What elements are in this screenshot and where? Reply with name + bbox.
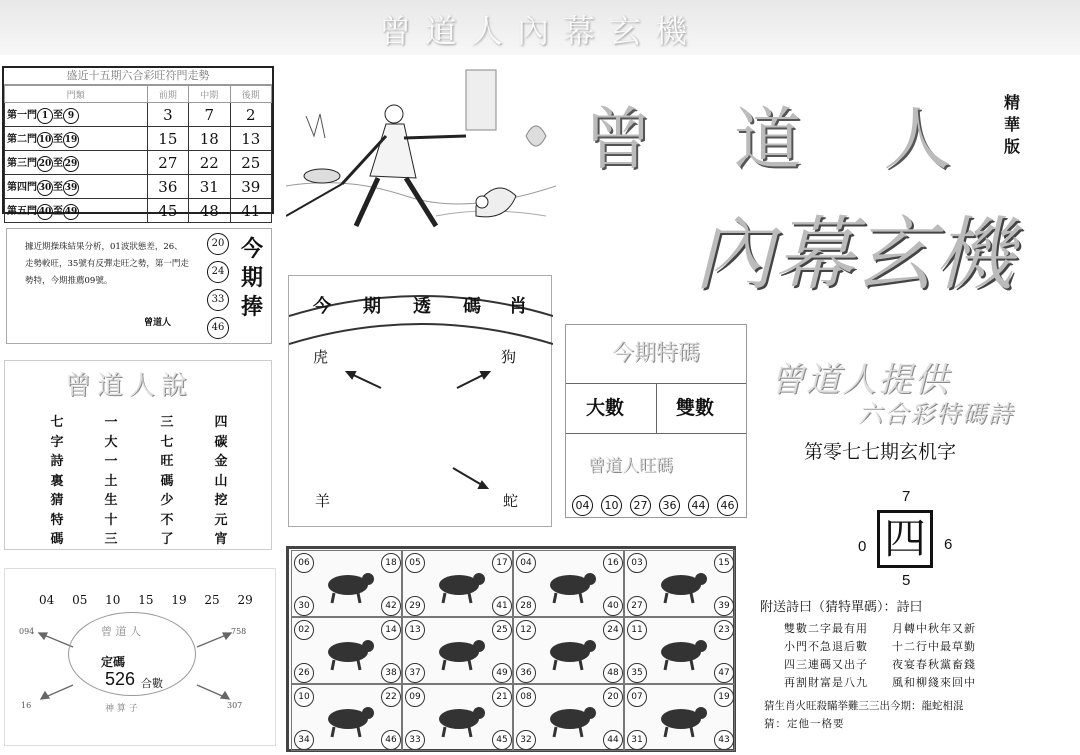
header-banner (0, 0, 1080, 55)
issue-digit-top: 7 (902, 488, 911, 505)
compass-header-char: 透 (413, 296, 431, 317)
poem-column: 三七旺碼少不了 (160, 415, 174, 547)
value-cell: 13 (230, 127, 271, 151)
monkey-icon (320, 697, 376, 739)
zodiac-number: 26 (294, 663, 314, 683)
zodiac-cell (402, 617, 513, 684)
table-row (5, 199, 272, 223)
zodiac-number: 13 (405, 620, 425, 640)
poem-column: 四碳金山挖元宵 (214, 415, 228, 547)
zodiac-number: 14 (381, 620, 401, 640)
col-header: 後期 (230, 86, 271, 103)
zodiac-number: 41 (492, 596, 512, 616)
ox-icon (431, 563, 487, 605)
special-option-big: 大數 (586, 397, 625, 419)
zodiac-number: 36 (516, 663, 536, 683)
poem-line: 四三連碼又出子 夜宴春秋黨畜錢 (784, 658, 976, 671)
issue-center-char: 四 (877, 510, 933, 568)
value-cell: 25 (230, 151, 271, 175)
saying-panel (4, 360, 272, 550)
issue-digit-left: 0 (858, 538, 867, 555)
goat-icon (653, 630, 709, 672)
snake-icon (431, 630, 487, 672)
provide-line2: 六合彩特碼詩 (858, 400, 1014, 428)
dog-icon (542, 697, 598, 739)
zodiac-dog: 狗 (501, 348, 517, 366)
special-header: 今期特碼 (566, 325, 746, 384)
pick-label: 今期捧 (241, 236, 264, 320)
value-cell: 36 (147, 175, 188, 199)
zodiac-number: 23 (714, 620, 734, 640)
zodiac-number: 25 (492, 620, 512, 640)
gate-cell: 第一門 1 至 9 (5, 103, 148, 127)
zodiac-number: 20 (603, 687, 623, 707)
zodiac-number: 02 (294, 620, 314, 640)
fixed-code-value: 526 (105, 669, 136, 689)
zodiac-number: 40 (603, 596, 623, 616)
zodiac-number: 07 (627, 687, 647, 707)
zodiac-cell (402, 550, 513, 617)
gate-trend-table (2, 66, 274, 220)
table-row (5, 151, 272, 175)
zodiac-number: 28 (516, 596, 536, 616)
zodiac-number: 48 (603, 663, 623, 683)
right-top-number: 758 (231, 627, 247, 636)
poem-column: 七字詩裏猜特碼 (50, 415, 64, 547)
value-cell: 45 (147, 199, 188, 223)
horse-icon (542, 630, 598, 672)
zodiac-number: 17 (492, 553, 512, 573)
value-cell: 3 (147, 103, 188, 127)
arc-top-text: 曾 道 人 (101, 625, 141, 638)
table-row (5, 127, 272, 151)
zodiac-cell (291, 550, 402, 617)
zodiac-number: 09 (405, 687, 425, 707)
zodiac-number: 45 (492, 730, 512, 750)
wang-number: 46 (717, 495, 738, 516)
fixed-code-ellipse (68, 612, 196, 696)
poster (564, 66, 1080, 316)
value-cell: 39 (230, 175, 271, 199)
pick-number: 46 (207, 317, 229, 339)
col-header: 前期 (147, 86, 188, 103)
value-cell: 2 (230, 103, 271, 127)
special-wang-label: 曾道人旺碼 (588, 456, 673, 476)
col-header: 中期 (189, 86, 230, 103)
zodiac-snake: 蛇 (503, 492, 519, 510)
fixed-code-suffix: 合數 (141, 677, 163, 690)
zodiac-number: 31 (627, 730, 647, 750)
compass-header-char: 期 (363, 296, 381, 317)
zodiac-number-grid (286, 546, 736, 752)
poster-badge: 精華版 (1004, 93, 1021, 156)
dragon-icon (320, 630, 376, 672)
farmer-illustration (286, 66, 556, 266)
zodiac-number: 35 (627, 663, 647, 683)
pick-number: 24 (207, 261, 229, 283)
table-caption: 盛近十五期六合彩旺符門走勢 (4, 68, 272, 85)
zodiac-number: 34 (294, 730, 314, 750)
issue-title: 第零七七期玄机字 (804, 441, 957, 463)
poem-line: 小門不急退后數 十二行中最草勤 (784, 640, 976, 653)
value-cell: 22 (189, 151, 230, 175)
rat-icon (320, 563, 376, 605)
pick-number: 33 (207, 289, 229, 311)
zodiac-cell (624, 550, 735, 617)
poem-guess2: 猜：定他一格要 (764, 718, 845, 730)
poem-line: 再割財富是八九 風和柳綫來回中 (784, 676, 976, 689)
special-option-even: 雙數 (676, 397, 715, 419)
poem-guess: 猜生肖火旺殺瞞挙難三三出今期：龍蛇相混 (764, 700, 964, 712)
gate-cell: 第四門 30 至 39 (5, 175, 148, 199)
wang-number: 44 (688, 495, 709, 516)
value-cell: 15 (147, 127, 188, 151)
zodiac-number: 12 (516, 620, 536, 640)
zodiac-cell (291, 684, 402, 751)
zodiac-number: 32 (516, 730, 536, 750)
wang-number: 10 (601, 495, 622, 516)
poem-heading: 附送詩曰（猜特單碼）：詩曰 (760, 600, 923, 615)
compass-header-char: 碼 (463, 296, 481, 317)
saying-title: 曾道人說 (65, 371, 194, 401)
table-row (5, 175, 272, 199)
zodiac-number: 27 (627, 596, 647, 616)
zodiac-cell (402, 684, 513, 751)
zodiac-number: 47 (714, 663, 734, 683)
zodiac-cell (513, 617, 624, 684)
zodiac-number: 10 (294, 687, 314, 707)
value-cell: 31 (189, 175, 230, 199)
provide-line1: 曾道人提供 (770, 360, 950, 400)
poem-line: 雙數二字最有用 月轉中秋年又新 (784, 622, 976, 635)
zodiac-number: 38 (381, 663, 401, 683)
zodiac-number: 46 (381, 730, 401, 750)
zodiac-number: 11 (627, 620, 647, 640)
compass-header-char: 肖 (509, 296, 527, 317)
poster-line1: 曾 道 人 (584, 101, 982, 180)
zodiac-number: 37 (405, 663, 425, 683)
pick-number: 20 (207, 233, 229, 255)
zodiac-number: 33 (405, 730, 425, 750)
note-signature: 曾道人 (144, 318, 172, 328)
zodiac-goat: 羊 (315, 492, 331, 510)
table-row (5, 103, 272, 127)
rabbit-icon (653, 563, 709, 605)
zodiac-number: 04 (516, 553, 536, 573)
zodiac-number: 22 (381, 687, 401, 707)
zodiac-number: 19 (714, 687, 734, 707)
left-top-number: 094 (19, 627, 35, 636)
page-title: 曾道人內幕玄機 (378, 12, 701, 50)
value-cell: 7 (189, 103, 230, 127)
zodiac-compass (288, 275, 552, 527)
tiger-icon (542, 563, 598, 605)
col-header: 門類 (5, 86, 148, 103)
fixed-code-label: 定碼 (101, 655, 126, 669)
left-bottom-number: 16 (21, 701, 32, 710)
value-cell: 41 (230, 199, 271, 223)
zodiac-number: 03 (627, 553, 647, 573)
arc-bottom-text: 神 算 子 (105, 704, 138, 714)
fixed-numbers: 04 05 10 15 19 25 29 (39, 593, 253, 607)
zodiac-number: 06 (294, 553, 314, 573)
analysis-note (6, 228, 272, 344)
zodiac-number: 08 (516, 687, 536, 707)
issue-digit-right: 6 (944, 536, 953, 553)
issue-digit-bottom: 5 (902, 572, 911, 589)
value-cell: 48 (189, 199, 230, 223)
rooster-icon (431, 697, 487, 739)
value-cell: 18 (189, 127, 230, 151)
zodiac-number: 30 (294, 596, 314, 616)
gate-cell: 第三門 20 至 29 (5, 151, 148, 175)
zodiac-cell (513, 550, 624, 617)
zodiac-number: 44 (603, 730, 623, 750)
zodiac-cell (624, 617, 735, 684)
pig-icon (653, 697, 709, 739)
gate-cell: 第五門 40 至 49 (5, 199, 148, 223)
zodiac-number: 05 (405, 553, 425, 573)
wang-number: 36 (659, 495, 680, 516)
special-code-panel (565, 324, 747, 518)
zodiac-number: 42 (381, 596, 401, 616)
zodiac-number: 21 (492, 687, 512, 707)
zodiac-number: 49 (492, 663, 512, 683)
zodiac-cell (291, 617, 402, 684)
zodiac-cell (513, 684, 624, 751)
value-cell: 27 (147, 151, 188, 175)
right-bottom-number: 307 (227, 701, 243, 710)
wang-number: 27 (630, 495, 651, 516)
zodiac-number: 16 (603, 553, 623, 573)
note-text: 據近期操珠結果分析，01波狀態差，26、走勢較旺，35號有反彈走旺之勢，第一門走勢特，今期推薦09號。 (25, 242, 189, 286)
zodiac-number: 24 (603, 620, 623, 640)
zodiac-number: 15 (714, 553, 734, 573)
wang-number: 04 (572, 495, 593, 516)
poem-column: 一大一土生十三 (104, 415, 118, 547)
zodiac-number: 18 (381, 553, 401, 573)
zodiac-cell (624, 684, 735, 751)
gate-cell: 第二門 10 至 19 (5, 127, 148, 151)
zodiac-number: 43 (714, 730, 734, 750)
compass-header-char: 今 (313, 296, 331, 317)
poster-line2: 內幕玄機 (694, 208, 1014, 301)
zodiac-number: 39 (714, 596, 734, 616)
zodiac-tiger: 虎 (313, 348, 329, 366)
zodiac-number: 29 (405, 596, 425, 616)
